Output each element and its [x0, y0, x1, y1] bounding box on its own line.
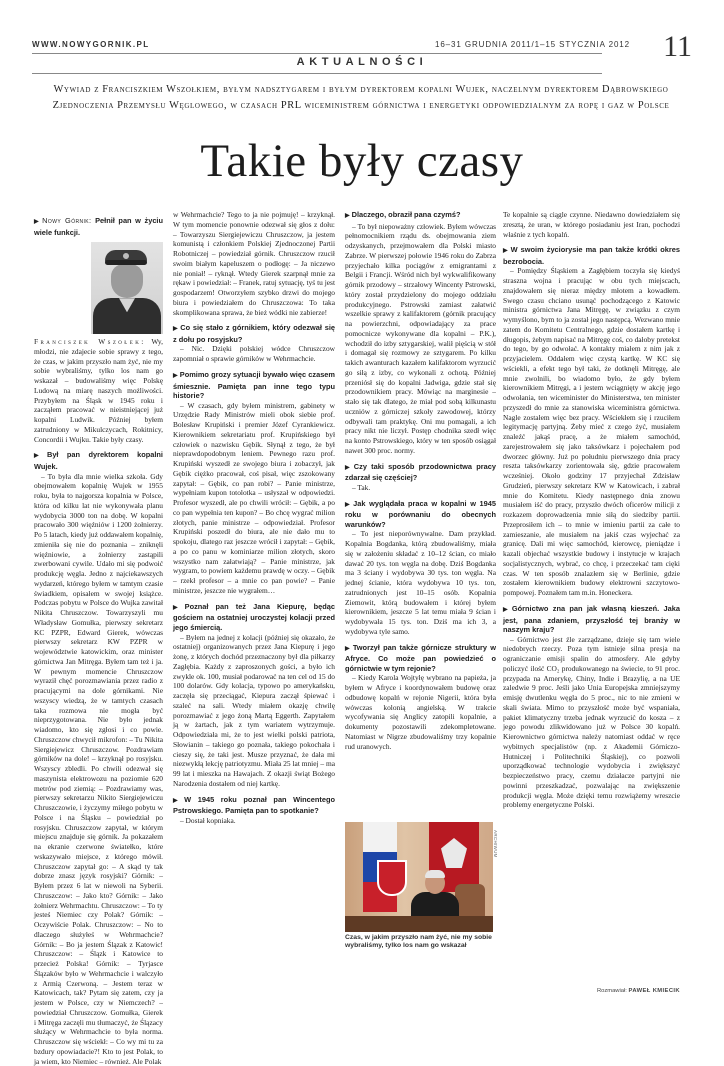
question-text: Górnictwo zna pan jak własną kieszeń. Jaka jest, pana zdaniem, przyszłość tej branży w naszym kraju? [503, 603, 680, 635]
byline-name: PAWEŁ KMIECIK [628, 988, 680, 994]
interview-question [34, 216, 163, 237]
speaker-label: Nowy Górnik: [42, 216, 92, 225]
answer-paragraph: – To był niepoważny człowiek. Byłem wówczas pełnomocnikiem rządu ds. obejmowania ziem odzyskanych, przejmowałem dla Polski miasto Zabrze. W pierwszej połowie 1946 roku do Zabrza przyjechało kilka pociągów z emigrantami z Belgii i Francji. Wśród nich był wykwalifikowany górnik przodowy – strzałowy Wincenty Pstrowski, który został przydzielony do mojego oddziału produkcyjnego. Pstrowski zamiast załatwić wszelkie sprawy z kalifaktorem (górnik pracujący na powierzchni, odpowiadający za prace pomocnicze wykonywane dla kopalni – P.K.), wchodził do izby sztygarskiej, walił pięścią w stół i domagał się rozmowy ze sztygarem. Po kilku takich awanturach kazałem kalifaktorom wyrzucić go siłą z izby, co wykonali z ochotą. Później przeniósł się do kopalni Jadwiga, gdzie stał się przodownikiem pracy. Mówiąc na marginesie – stało się tak dlatego, że miał pod sobą kilkunastu uczniów z górniczej szkoły zawodowej, którzy odbywali tam praktykę. Oni mu pomagali, a ich pracy nikt nie liczył. Postęp chodnika szedł więc na konto Pstrowskiego, który w ten sposób osiągał nawet 300 proc. normy. [345, 221, 496, 455]
question-marker-icon: ▶ [34, 219, 41, 225]
interview-question [173, 323, 335, 344]
answer-paragraph: – Dostał kopniaka. [180, 815, 236, 825]
text-column-2 [173, 210, 335, 825]
question-marker-icon: ▶ [503, 248, 509, 255]
question-marker-icon: ▶ [345, 464, 352, 471]
coat-of-arms [377, 860, 407, 896]
question-marker-icon: ▶ [345, 501, 352, 508]
header-rule [32, 53, 602, 54]
article-title: Takie były czasy [200, 135, 524, 187]
question-text: W swoim życiorysie ma pan także krótki okres bezrobocia. [503, 245, 680, 266]
page-number: 11 [663, 30, 692, 63]
cap-badge [123, 253, 129, 259]
article-intro: Wywiad z Franciszkiem Wszołkiem, byłym nadsztygarem i byłym dyrektorem kopalni Wujek, naczelnym dyrektorem Dąbrowskiego Zjednoczenia Przemysłu Węglowego, w czasach PRL wiceministrem górnictwa i energetyki odpowiedzialnym za ropę i gaz w Polsce [52, 84, 670, 112]
issue-dates: 16–31 GRUDNIA 2011/1–15 STYCZNIA 2012 [434, 40, 630, 49]
question-text: Co się stało z górnikiem, który odezwał się z dołu po rosyjsku? [173, 323, 335, 344]
answer-paragraph: – Tak. [352, 482, 371, 492]
question-text: Dlaczego, obraził pana czymś? [351, 210, 461, 219]
question-marker-icon: ▶ [345, 213, 350, 219]
desk [345, 916, 493, 932]
answer-paragraph [34, 240, 163, 444]
section-rule [32, 73, 602, 74]
interview-question [345, 643, 496, 674]
interview-question [345, 462, 496, 483]
interview-question [173, 795, 335, 816]
byline-label: Rozmawiał: [596, 988, 627, 994]
answer-paragraph: w Wehrmachcie? Tego to ja nie pojmuję! – krzyknął. W tym momencie ponownie odezwał się głos z dołu: – Towarzyszu Siergiejewiczu Chruszczow, ja jestem komunistą i członkiem Polskiej Zjednoczonej Partii Robotniczej – powiedział górnik. Chruszczow rzucił swoim białym kapeluszem o podłogę: – Ja niczewo nie poniał! – ryknął. Wtedy Gierek szarpnął mnie za rękaw i powiedział: – Franek, ratuj sytuację, tyś tu jest gospodarzem! Otworzyłem szybko drzwi do mojego biura i powiedziałem do Chruszczowa: To taka skomplikowana sprawa, że bież wódki nie zabierze! [173, 210, 335, 317]
question-marker-icon: ▶ [503, 606, 510, 613]
silesian-flag-white [363, 822, 397, 852]
answer-paragraph: – Górnictwo jest źle zarządzane, dzieje się tam wiele niedobrych rzeczy. Poza tym istnieje silna presja na ograniczanie emisji spalin do atmosfery. Ale gdyby policzyć ilość CO₂ produkowanego na świecie, to 91 proc. przypada na Amerykę, Chiny, Indie i Brazylię, a na UE zaledwie 9 proc. Jeśli jako Unia Europejska zmniejszymy emisję dwutlenku węgla do 5 proc., nic to nie zmieni w skali świata. Mimo to przyszłość może być wspaniała, pakiet klimatyczny trzeba jednak wyrzucić do kosza – z jego powodu zlikwidowano już w Polsce 30 kopalń. Kierownictwo górnictwa należy natomiast oddać w ręce wybitnych specjalistów (np. z Akademii Górniczo-Hutniczej i Politechniki Śląskiej), co pozwoli uporządkować technologie wydobycia i zwiększyć bezpieczeństwo pracy, czemu działacze partyjni nie powinni przeszkadzać, pozwalając na zwiększenie produkcji węgla. Może dzięki temu rozwiążemy wreszcie problemy energetyczne Polski. [503, 634, 680, 810]
question-text: Pełnił pan w życiu wiele funkcji. [34, 216, 163, 237]
byline [597, 988, 680, 994]
question-text: Tworzył pan także górnicze struktury w Afryce. Co może pan powiedzieć o górnictwie w tym rejonie? [345, 642, 496, 673]
interview-question [345, 499, 496, 530]
question-marker-icon: ▶ [173, 372, 178, 379]
answer-paragraph: – Nic. Dzięki polskiej wódce Chruszczow zapomniał o sprawie górników w Wehrmachcie. [173, 344, 335, 364]
question-text: Poznał pan też Jana Kiepurę, będąc gościem na ostatniej uroczystej kolacji przed jego śmiercią. [173, 601, 335, 632]
photo-caption: Czas, w jakim przyszło nam żyć, nie my sobie wybraliśmy, tylko los nam go wskazał [345, 934, 492, 950]
question-text: Jak wyglądała praca w kopalni w 1945 roku w porównaniu do obecnych warunków? [345, 498, 496, 529]
answer-paragraph: Te kopalnie są ciągle czynne. Niedawno dowiedziałem się zresztą, że uran, w którego posiadaniu jest Iran, pochodzi właśnie z tych kopalń. [503, 210, 680, 239]
text-column-1 [34, 210, 163, 1066]
interview-photo [345, 822, 493, 932]
question-text: W 1945 roku poznał pan Wincentego Pstrowskiego. Pamięta pan to spotkanie? [173, 794, 335, 816]
interview-question [503, 604, 680, 635]
text-column-3 [345, 210, 496, 751]
question-marker-icon: ▶ [173, 797, 183, 804]
answer-paragraph: – To była dla mnie wielka szkoła. Gdy obejmowałem kopalnię Wujek w 1955 roku, była to najgorsza kopalnia w Polsce, która od kilku lat nie wykonywała planu wydobycia 3000 ton na dobę. W kopalni pracowało 300 więźniów i 1200 żołnierzy. Po 5 latach, kiedy już oddawałem kopalnię, zmieniła się nie do poznania – zniknęli więźniowie, a żołnierzy zastąpili zwerbowani cywile. Udało mi się podwoić produkcję węgla. Jedno z najciekawszych wydarzeń, którego byłem w tamtym czasie świadkiem, opisałem w swojej książce. Podczas pobytu w Polsce do Wujka zawitał Nikita Chruszczow. Towarzyszyli mu Władysław Gomułka, pierwszy sekretarz KC PZPR, Edward Gierek, wówczas pierwszy sekretarz KW PZPR w województwie katowickim, oraz minister górnictwa Jan Mitręga. Byłem tam też i ja. W pewnym momencie Chruszczow wyraził chęć porozmawiania przez radio z pracującymi na dole górnikami. Nie wszyscy wiedzą, że w tamtych czasach taka rozmowa nie mogła być nieprzygotowana. Nie było jednak wiadomo, kto się zgłosi i co powie. Chruszczow chwycił mikrofon: – Tu Nikita Siergiejewicz Chruszczow. Pozdrawiam górników na dole! – krzyknął po rosyjsku. Wszyscy zbledli. Po chwili odezwał się maszynista elektrowozu na poziomie 620 metrów pod ziemią: – Pozdrawiamy was, pierwszy sekretarzu Nikito Siergiejewiczu Chruszczowie, i życzymy miłego pobytu w Polsce i na Śląsku – powiedział po rosyjsku. Chruszczow zapytał, w którym miejscu znajduje się górnik. Ja pokazałem na ekranie czerwone światełko, które wskazywało miejsce, z którego mówił. Chruszczow zapytał go: – A skąd ty tak dobrze znasz język rosyjski? Górnik: – Byłem przez 6 lat w niewoli na Syberii. Chruszczow: – Jako kto? Górnik: – Jako żołnierz Wehrmachtu. Chruszczow: – To ty jesteś Niemiec czy Polak? Górnik: – Oczywiście Polak. Chruszczow: – No to dlaczego służyłeś w Wehrmachcie? Górnik: – Bo ja jestem Ślązak z Katowic! Chruszczow: – Ślązk i Katowice to przecież Polska! Górnik: – Tyrjasce Ślązaków było w Wehrmachcie i walczyło z Armią Czerwoną. – Jestem teraz w Katowicach, tak? Pytam się zatem, czy ja jestem w Polsce, czy w Niemczech? – powiedział Chruszczow. Gomułka, Gierek i Mitręga zaczęli mu tłumaczyć, że Ślązacy służący w Wehrmachcie to była norma. Chruszczow się wściekł: – Co wy mi tu za bzdury opowiadacie?! Kto to jest Polak, to ja wiem, kto Niemiec – również. Ale Polak [34, 471, 163, 1066]
section-label: AKTUALNOŚCI [296, 56, 428, 68]
website-url[interactable]: WWW.NOWYGORNIK.PL [32, 40, 150, 49]
answer-text: Wy, młodzi, nie zdajecie sobie sprawy z tego, że czas, w jakim przyszło nam żyć, nie my sobie wybraliśmy, tylko los nam go wskazał – budowaliśmy więc Polskę Ludową na miarę naszych możliwości. Przybyłem na Śląsk w 1945 roku i zacząłem pracować w nieistniejącej już kopalni Ludwik. Później byłem zatrudniony w Mikulczycach, Rokitnicy, Concordii i Wujku. Takie były czasy. [34, 337, 163, 444]
answer-paragraph: – Byłem na jednej z kolacji (później się okazało, że ostatniej) organizowanych przez Jana Kiepurę i jego żonę, z których dochód przeznaczony był dla piłkarzy Zagłębia. Każdy z zaproszonych gości, a było ich zwykle ok. 100, musiał podarować na ten cel od 15 do 100 dolarów. Gdy kolacja, typowo po amerykańsku, zaczęła się przeciągać, Kiepura zaczął śpiewać i szaleć na sali. Wtedy miałem okazję chwilę porozmawiać z jego żoną Martą Eggerth. Zapytałem ją w żartach, jak z tym wariatem wytrzymuje. Odpowiedziała mi, że to jest wielki polski patriota, Słowianin – takiego go poznała, takiego pokochała i cieszy się, że taki jest. Musze przyznać, że dała mi niezwykłą lekcję patriotyzmu. Miała 25 lat mniej – ma 99 lat i mieszka na Hawajach. Z okazji świąt Bożego Narodzenia dostałem od niej kartkę. [173, 632, 335, 788]
question-marker-icon: ▶ [173, 604, 183, 611]
interview-question [503, 245, 680, 266]
question-text: Był pan dyrektorem kopalni Wujek. [34, 450, 163, 472]
answer-paragraph: – To jest nieporównywalne. Dam przykład. Kopalnia Bogdanka, którą zbudowaliśmy, miała się w założeniu składać z 10–12 ścian, co miało dawać 20 tys. ton węgla na dobę. Dziś Bogdanka ma 3 ściany i wydobywa 30 tys. ton węgla. Na jednej ścianie, która wydobywa 10 tys. ton, zatrudnionych jest 10–15 osób. Kopalnia Ziemowit, którą budowałem i której byłem kierownikiem, jeszcze 5 lat temu miała 9 ścian i wydobywała 15 tys. ton. Dziś ma ich 3, a wydobywa tyle samo. [345, 529, 496, 636]
text-column-4 [503, 210, 680, 810]
cap-brim [105, 260, 147, 265]
portrait-photo [91, 242, 163, 334]
answer-paragraph: – W czasach, gdy byłem ministrem, gabinety w Urzędzie Rady Ministrów mieli obok siebie prof. Bolesław Krupiński i premier Józef Cyrankiewicz. Kierownikiem sekretariatu prof. Krupińskiego był człowiek o nazwisku Gębik. Słynął z tego, że był nieprawdopodobnym leniem. Pewnego razu prof. Krupiński wyszedł ze swojego biura i zobaczył, jak Gębik ciężko pracował, coś pisał, więc zszokowany zapytał: – Gębik, co pan robi? – Panie ministrze, wypełniam kupon totolotka – usłyszał w odpowiedzi. Profesor wyszedł, ale po chwili wrócił: – Gębik, a po co pan wypełnia ten kupon? – Bo chcę wygrać milion złotych, panie ministrze – odpowiedział. Profesor Krupiński poszedł do biura, ale nie dało mu to spokoju, dlatego raz jeszcze wrócił i zapytał: – Gębik, a po co panu w kominiarze milion złotych, skoro wszystko nam załatwiają? – Panie ministrze, jak wygram, to powiem każdemu prawdę w oczy. – Gębik – rzekł profesor – a mnie co pan powie? – Panie ministrze, jeszcze nie wygrałem… [173, 400, 335, 595]
question-marker-icon: ▶ [345, 645, 351, 652]
question-marker-icon: ▶ [173, 326, 179, 333]
interview-question [173, 602, 335, 633]
man-hair [425, 870, 445, 878]
question-marker-icon: ▶ [34, 453, 45, 460]
interview-question [345, 210, 496, 222]
answer-paragraph: – Pomiędzy Śląskiem a Zagłębiem toczyła się kiedyś straszna wojna i pracując w obu tych miejscach, znajdowałem się nieraz między młotem a kowadłem. Swego czasu chciano usunąć pochodzącego z Katowic ministra górnictwa Jana Mitręgę, w związku z czym wymyślono, bym to ja został jego następcą. Wezwano mnie zatem do Komitetu Centralnego, gdzie dostałem kartkę i długopis, żebym napisać na Mitręgę coś, co dałoby pretekst do tego, by go odwołać. A kontakty miałem z nim jak z przyjacielem. Oddałem więc czystą kartkę. W KC się wściekli, a efekt tego był taki, że dotknęli Mitręgę, ale mnie zwolnili, bo wiadomo było, że gdy byłem kierownikiem Mitręgi, a i jestem wciągnięty w akcję jego odwołania, ten wiceminister do Ministerstwa, ten minister przyszedł do mnie za stanowiska wiceministra górnictwa. Nagle zostałem więc bez pracy. Wściekłem się i rzuciłem legitymację partyjną. Żeby mieć z czego żyć, musiałem znaleźć jakąś pracę, a że miałem samochód, zarejestrowałem się jako taksówkarz i pojechałem pod dworzec główny. Już po południu pierwszego dnia pracy reszta taksówkarzy zorientowała się, gdzie pracowałem wcześniej. Około godziny 17 przyjechał Zdzisław Grudzień, pierwszy sekretarz KW w Katowicach, i zabrał mnie do Komitetu. Kiedy następnego dnia znowu musiałem iść do pracy, przyszło dwóch oficerów milicji z rozkazem doprowadzenia mnie siłą do siedziby partii. Przeprosiłem ich – to mnie w imieniu partii za całe to zamieszanie, ale musiałem na jakiś czas wyjechać za granicę. Dali mi więc samochód, kierowcę, pieniądze i kazali objechać wszystkie budowy i instytucje w krajach socjalistycznych, wybrać, co chcę, i przeczekać tam cięki czas. W ten sposób znalazłem się w Berlinie, gdzie zostałem kierownikiem budowy elektrowni szczytowo-pompowej. Poznałem tam m.in. Honeckera. [503, 266, 680, 598]
portrait-face [111, 264, 143, 298]
photo-credit: ARCHIWUM [493, 830, 498, 858]
speaker-label: Franciszek Wszołek: [34, 337, 146, 347]
question-text: Czy taki sposób przodownictwa pracy zdarzał się częściej? [345, 461, 496, 483]
answer-paragraph: – Kiedy Karola Wojtyłę wybrano na papieża, ja byłem w Afryce i koordynowałem budowę oraz odbudowę kopalń w rejonie Nigerii, która była wówczas kolonią angielską. W trakcie wycofywania się Anglicy zatopili kopalnie, a dokumenty pozostawili zdekompletowane. Natomiast w Nigrze zbudowaliśmy trzy kopalnie rud uranowych. [345, 673, 496, 751]
miner-cap [105, 250, 147, 264]
interview-question [34, 450, 163, 471]
question-text: Pomimo grozy sytuacji bywało więc czasem śmiesznie. Pamięta pan inne tego typu historie? [173, 369, 335, 401]
interview-question [173, 370, 335, 401]
